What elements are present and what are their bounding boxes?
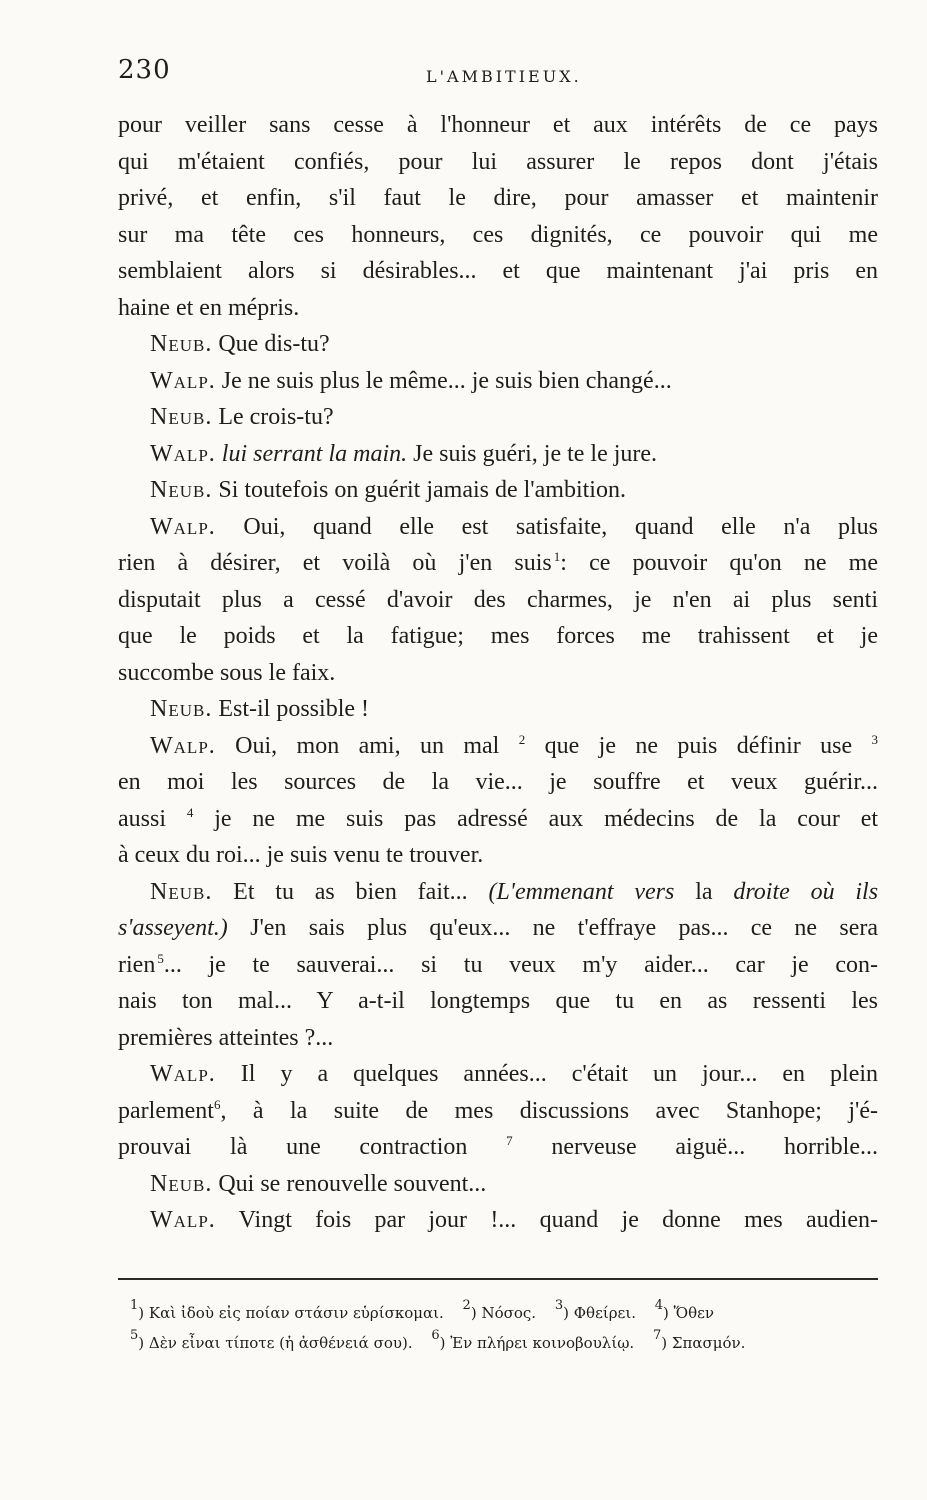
footnote-text: Φθείρει. — [573, 1304, 636, 1322]
footnote-ref: 1 — [553, 549, 561, 564]
text-line: qui m'étaient confiés, pour lui assurer le repos dont j'étais — [118, 148, 878, 175]
speech-text: Vingt fois par jour !... quand je donne mes audien- — [238, 1207, 878, 1233]
dialogue-line — [118, 728, 878, 765]
dialogue-line — [118, 1202, 878, 1239]
speaker-name: Neub. — [150, 404, 213, 430]
dialogue-line — [118, 874, 878, 911]
footnote-text: Δὲν εἶναι τίποτε (ἡ ἀσθένειά σου). — [148, 1334, 413, 1352]
footnote-ref: 6 — [213, 1096, 221, 1112]
footnote-mark: 6 — [431, 1328, 440, 1343]
dialogue-line — [118, 472, 878, 509]
speaker-name: Neub. — [150, 1170, 213, 1197]
speaker-name: Walp. — [150, 732, 216, 759]
speaker-name: Walp. — [150, 1061, 216, 1087]
speaker-name: Neub. — [150, 878, 213, 905]
text-line: pour veiller sans cesse à l'honneur et aux intérêts de ce pays — [118, 112, 878, 138]
footnote-divider — [118, 1278, 878, 1280]
footnote-ref: 3 — [871, 731, 878, 747]
dialogue-line — [118, 1166, 878, 1203]
footnote-ref: 7 — [506, 1133, 513, 1148]
speech-text: parlement — [118, 1097, 214, 1124]
speech-text: aussi — [118, 805, 166, 832]
speech-text: Que dis-tu? — [218, 331, 330, 357]
text-line — [118, 1129, 878, 1166]
speech-text: rien à désirer, et voilà où j'en suis — [118, 550, 552, 576]
footnote-ref: 2 — [518, 731, 526, 747]
speaker-name: Neub. — [150, 477, 213, 503]
text-line: semblaient alors si désirables... et que maintenant j'ai pris en — [118, 258, 878, 284]
dialogue-line — [118, 363, 878, 400]
page-number: 230 — [118, 55, 171, 85]
footnote-text: Ὅθεν — [673, 1304, 715, 1322]
speech-text: Qui se renouvelle souvent... — [218, 1170, 487, 1197]
speech-text: Et tu as bien fait... — [233, 878, 468, 905]
footnote-mark: 4 — [654, 1298, 664, 1313]
speaker-name: Walp. — [150, 1207, 216, 1233]
speech-text: que je ne puis définir use — [544, 732, 853, 759]
speech-text: ... je te sauverai... si tu veux m'y aider... car je con- — [163, 951, 878, 978]
text-line — [118, 910, 878, 947]
footnote-line — [130, 1298, 878, 1328]
speech-text: Oui, mon ami, un mal — [235, 732, 500, 759]
page-body — [118, 107, 878, 1239]
stage-direction: droite où ils — [733, 878, 878, 905]
text-line: en moi les sources de la vie... je souffre et veux guérir... — [118, 769, 878, 795]
speaker-name: Neub. — [150, 696, 213, 722]
dialogue-line — [118, 1056, 878, 1093]
speaker-name: Neub. — [150, 331, 213, 357]
footnotes — [130, 1298, 878, 1358]
speaker-name: Walp. — [150, 513, 216, 540]
footnote-mark: 2 — [462, 1298, 471, 1313]
footnote: $^7$) Σπασμόν. — [652, 1328, 746, 1352]
footnote-ref: 5 — [157, 950, 164, 966]
footnote-mark: 1 — [130, 1298, 139, 1313]
speech-text: , à la suite de mes discussions avec Stanhope; j'é- — [220, 1097, 878, 1124]
dialogue-line — [118, 399, 878, 436]
speech-text: Il y a quelques années... c'était un jour... en plein — [240, 1061, 878, 1087]
text-line: haine et en mépris. — [118, 294, 300, 321]
speech-text: Oui, quand elle est satisfaite, quand elle n'a plus — [243, 513, 878, 540]
footnote-text: Καὶ ἰδοὺ εἰς ποίαν στάσιν εὑρίσκομαι. — [148, 1304, 444, 1322]
dialogue-line — [118, 691, 878, 728]
stage-direction: (L'emmenant vers — [488, 878, 675, 905]
speaker-name: Walp. — [150, 367, 216, 394]
footnote: $^2$) Νόσος. — [462, 1298, 537, 1322]
speech-text: prouvai là une contraction — [118, 1134, 468, 1160]
footnote: $^1$) Καὶ ἰδοὺ εἰς ποίαν στάσιν εὑρίσκομαι. — [130, 1298, 444, 1322]
text-line: à ceux du roi... je suis venu te trouver. — [118, 842, 484, 868]
stage-direction: s'asseyent.) — [118, 915, 228, 941]
footnote-mark: 7 — [652, 1328, 662, 1343]
footnote-text: Ἐν πλήρει κοινοβουλίῳ. — [450, 1334, 635, 1352]
speech-text: : ce pouvoir qu'on ne me — [560, 550, 878, 576]
dialogue-line — [118, 436, 878, 473]
text-line: premières atteintes ?... — [118, 1024, 334, 1051]
footnote: $^4$) Ὅθεν — [654, 1298, 715, 1322]
footnote: $^5$) Δὲν εἶναι τίποτε (ἡ ἀσθένειά σου). — [130, 1328, 413, 1352]
text-line: succombe sous le faix. — [118, 659, 336, 686]
text-line — [118, 947, 878, 984]
footnote-ref: 4 — [186, 804, 194, 820]
text-line: sur ma tête ces honneurs, ces dignités, ce pouvoir qui me — [118, 221, 878, 248]
footnote: $^6$) Ἐν πλήρει κοινοβουλίῳ. — [431, 1328, 635, 1352]
dialogue-line — [118, 509, 878, 546]
speech-text: Je ne suis plus le même... je suis bien changé... — [221, 367, 672, 394]
speech-text: je ne me suis pas adressé aux médecins de la cour et — [214, 805, 878, 832]
text-line: privé, et enfin, s'il faut le dire, pour amasser et maintenir — [118, 185, 878, 211]
dialogue-line — [118, 326, 878, 363]
speech-text: Le crois-tu? — [218, 404, 334, 430]
text-line: disputait plus a cessé d'avoir des charmes, je n'en ai plus senti — [118, 586, 878, 613]
speaker-name: Walp. — [150, 440, 216, 467]
speech-text: Est-il possible ! — [218, 696, 369, 722]
speech-text: la — [695, 878, 713, 905]
footnote-text: Σπασμόν. — [671, 1334, 746, 1352]
speech-text: nerveuse aiguë... horrible... — [551, 1134, 878, 1160]
stage-direction: lui serrant la main. — [221, 440, 408, 467]
text-line — [118, 801, 878, 838]
text-line — [118, 1093, 878, 1130]
footnote-line — [130, 1328, 878, 1358]
speech-text: Je suis guéri, je te le jure. — [413, 440, 658, 467]
footnote-mark: 5 — [130, 1328, 139, 1343]
speech-text: J'en sais plus qu'eux... ne t'effraye pas... ce ne sera — [250, 915, 878, 941]
footnote-mark: 3 — [554, 1298, 564, 1313]
page-header — [118, 55, 878, 95]
running-title: L'AMBITIEUX. — [426, 67, 582, 86]
footnote-text: Νόσος. — [481, 1304, 537, 1322]
speech-text: Si toutefois on guérit jamais de l'ambition. — [218, 477, 626, 503]
text-line: que le poids et la fatigue; mes forces me trahissent et je — [118, 623, 878, 649]
text-line: nais ton mal... Y a-t-il longtemps que tu en as ressenti les — [118, 988, 878, 1014]
text-line — [118, 545, 878, 582]
speech-text: rien — [118, 951, 156, 978]
footnote: $^3$) Φθείρει. — [554, 1298, 636, 1322]
